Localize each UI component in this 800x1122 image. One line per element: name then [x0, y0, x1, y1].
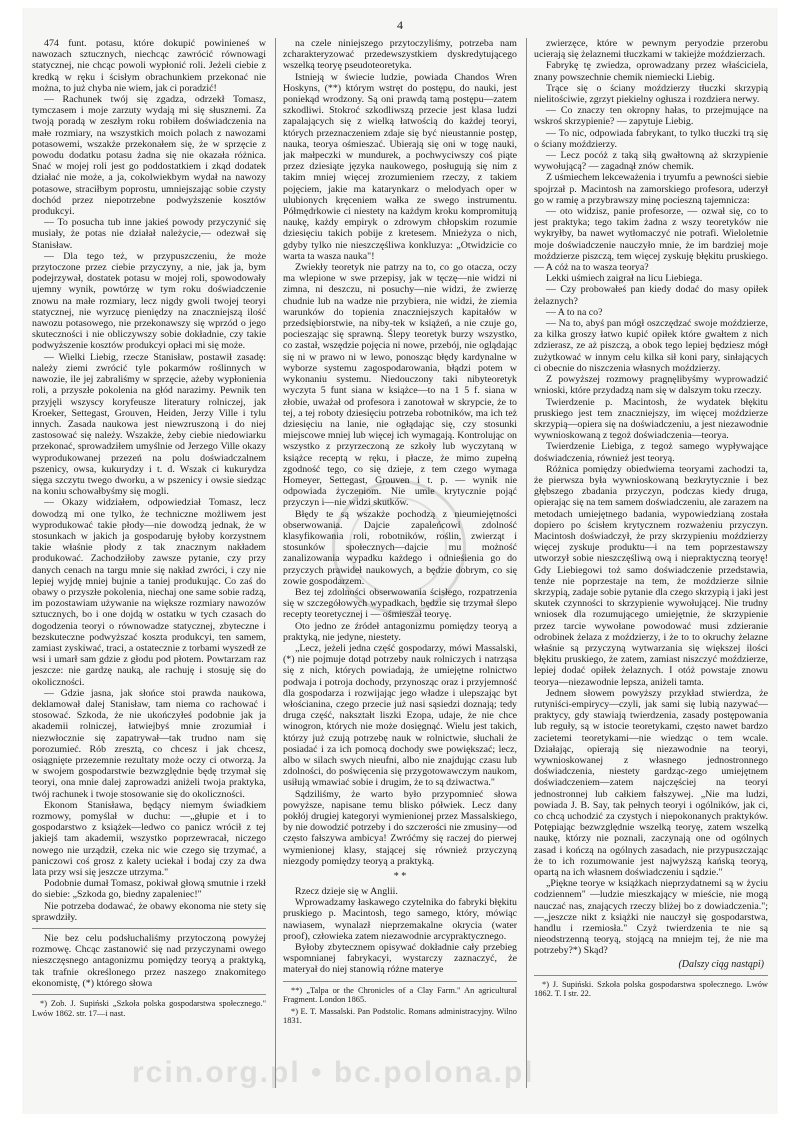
article-paragraph: Jednem słowem powyższy przykład stwierdza, że rutyniści-empirycy—czyli, jak sami się lubią nazywać—praktycy, gdy stawiają twierdzenia, zasady postępowania lub reguły, są w istocie teoretykami, często nawet bardzo zacietemi teoretykami—nie wiedząc o tem wcale. Działając, opierają się niezawodnie na teoryi, wywnioskowanej z własnego jednostronnego doświadczenia, niestety gardząc-zego umiejętnem doświadczeniem—zatem najczęściej na teoryi jednostronnej lub całkiem fałszywej. „Nie ma ludzi, powiada J. B. Say, tak pełnych teoryi i ogólników, jak ci, co chcą uchodzić za czystych i niepokonanych praktyków. Potępiając bezwzględnie wszelką teoryę, zatem wszelką naukę, którzy nie poznali, zaczynają one od ogólnych zasad i kończą na ogólnych zasadach, nie przypuszczając że to ich rozumowanie jest najwyższą kańską teoryą, opartą na ich własnem doświadczeniu i sądzie." [534, 687, 768, 879]
article-paragraph: Lekki uśmiech zaigrał na licu Liebiega. [546, 273, 703, 285]
column-rule [275, 38, 276, 1088]
article-paragraph: Byłoby zbytecznem opisywać dokładnie cały przebieg wspomnianej fabrykacyi, wystarczy zaznaczyć, że materyał do niej stanowią różne materye [283, 942, 517, 976]
article-paragraph: zwierzęce, które w pewnym peryodzie przerobu ucierają się żelaznemi tłuczkami w takiejże moździerzach. [534, 38, 768, 61]
article-paragraph: Z uśmiechem lekceważenia i tryumfu a pewności siebie spojrzał p. Macintosh na zamorskiego profesora, uderzył go w ramię a przybrawszy minę pocieszną tajemnicza: [534, 172, 768, 206]
article-paragraph: — oto widzisz, panie profesorze, — ozwał się, co to jest praktyka; tego takim żadna z wszy teoretyków nie wykryłby, ba nawet wytłomaczyć nie potrafi. Wieloletnie moje doświadczenie nauczyło mnie, że im bardziej moje moździerze piszczą, tem więcej zyskuję błękitu pruskiego.— A cóż na to wasza teorya? [534, 206, 768, 274]
article-paragraph: — Okazy widziałem, odpowiedział Tomasz, lecz dowodzą mi one tylko, że techniczne możliwem jest wyprodukować takie płody—nie dowodzą jednak, że w stosunkach w jakich ja gospodaruję byłoby korzystnem takie właśnie płody z tak znacznym nakładem produkować. Zachodziłoby zawsze pytanie, czy przy danych cenach na targu mnie się nakład zwróci, i czy nie lepiej wyjdę mniej bujnie a taniej produkując. Co zaś do obawy o przyszłe pokolenia, niechaj one same sobie radzą, im pozostawiam używanie na większe rozmiary nawozów sztucznych, bo i one dojdą w ostatku w tych czasach do dogodzenia teoryi o równowadze statycznej, zbyteczne i bezskuteczne podwyższać koszta produkcyi, ten samem, zamiast zyskiwać, traci, a ostatecznie z torbami wyszedł ze wsi i umarł sam gdzie z głodu pod płotem. Powtarzam raz jeszcze: nie gardzę nauką, ale rachuję i stosuję się do okoliczności. [32, 497, 266, 688]
column-1 [32, 38, 266, 1088]
footnote: *) E. T. Massalski. Pan Podstolic. Romans administracyjny. Wilno 1831. [283, 1006, 517, 1026]
article-paragraph: „Lecz, jeżeli jedna część gospodarzy, mówi Massalski, (*) nie pojmuje dotąd potrzeby nauk rolniczych i natrząsa się z nich, których powiadają, że umiejętne rolnictwo podwaja i potroja dochody, przynosząc oraz i przyjemność dla gospodarza i rozwijając jego władze i ulepszając byt włościanina, czego przecie już nasi sąsiedzi doznają; tedy druga część, nakształt liszki Ezopa, udaje, że nie chce winogron, których nie może dosięgnąć. Wielu jest takich, którzy już czują potrzebę nauk w rolnictwie, słuchali że posiadać i za ich pomocą dochody swe powiększać; lecz, albo w silach swych nieufni, albo nie znajdując czasu lub zdolności, do poświęcenia się przygotowawczym naukom, usiłują wmawiać sobie i drugim, że to są dziwactwa." [283, 642, 517, 789]
continuation-note: (Dalszy ciąg nastąpi) [678, 958, 764, 970]
footnote-separator [32, 994, 266, 995]
newspaper-page [22, 8, 778, 1114]
article-paragraph: na czele niniejszego przytoczyliśmy, potrzeba nam zcharakteryzować przedewszystkiem dyskredytującego wszelką teoryę pseudoteoretyka. [283, 38, 517, 72]
article-paragraph: — Na to, abyś pan mógł oszczędzać swoje moździerze, za kilka groszy łatwo kupić opiłek które gwałtem z nich zdzierasz, ze aż piszczą, a obok tego lepiej będziesz mógł zużytkować w innym celu kilka sił koni pary, sinłających ci obecnie do niszczenia własnych moździerzy. [534, 318, 768, 374]
column-3 [534, 38, 768, 1088]
section-asterisks: * * [393, 871, 407, 883]
article-paragraph: „Piękne teorye w książkach nieprzydatnemi są w życiu codziennem" —ludzie mieszkający w mieście, nie mogą nauczać nas, znających rzeczy bliżej bo z dowiadczenia."; —„jeszcze nikt z książki nie nauczył się gospodarstwa, handlu i rzemiosła." Czyż twierdzenia te nie są nieodstrzenną teoryą, stojącą na mniejm tej, że nie ma potrzeby?*) Skąd? [534, 878, 768, 957]
article-paragraph: — To posucha tub inne jakieś powody przyczynić się musiały, że potas nie działał należycie,— odezwał się Stanisław. [32, 217, 266, 251]
watermark-text: rcin.org.pl • bc.polona.pl [132, 1056, 535, 1089]
footnote-separator [534, 975, 768, 976]
article-paragraph: Różnica pomiędzy obiedwiema teoryami zachodzi ta, że pierwsza była wywnioskowaną bezkrytycznie i bez głębszego zbadania przyczyn, podczas kiedy druga, opierając się na tem samem doświadczeniu, ale zarazem na metodach umiejętnego badania, wypowiedzianą została dopiero po ścisłem krytycznem rozważeniu przyczyn. Macintosh doświadczył, że przy skrzypieniu moździerzy więcej zyskuje produktu—i na tem poprzestawszy utworzył sobie nieszczęśliwą ową i niepraktyczną teoryę! Gdy Liebiegowi toż samo doświadczenie przedstawia, tenże nie poprzestaje na tem, że moździerze silnie skrzypią, zadaje sobie pytanie dla czego skrzypią i jaki jest skutek czynności to skrzypienie wywołującej. Nie trudny wniosek dla rozumującego umiejętnie, że skrzypienie przez tarcie wywołane powodować musi zdzieranie odrobinek żelaza z moździerzy, i że to to okruchy żelazne właśnie są przyczyną wytwarzania się większej ilości błękitu pruskiego, że zatem, zamiast niszczyć moździerze, lepiej dodać opiłek żelaznych. I otóż powstaje znowu teorya—niezawodnie lepsza, aniżeli tamta. [534, 463, 768, 688]
article-paragraph: — Co znaczy ten okropny hałas, to przejmujące na wskroś skrzypienie? — zapytuje Liebig. [534, 105, 768, 128]
article-paragraph: Fabrykę tę zwiedza, oprowadzany przez właściciela, znany powszechnie chemik niemiecki Liebig. [534, 60, 768, 83]
page-number: 4 [397, 18, 403, 32]
article-paragraph: Z powyższej rozmowy pragnęlibyśmy wyprowadzić wnioski, które przydadzą nam się w dalszym toku rzeczy. [534, 374, 768, 397]
article-paragraph: — Lecz pocóż z taką siłą gwałtowną aż skrzypienie wywołującą? — zagadnął znów chemik. [534, 150, 768, 173]
article-paragraph: Istnieją w świecie ludzie, powiada Chandos Wren Hoskyns, (**) którym wstręt do postępu, do nauki, jest poniekąd wrodzony. Są oni prawdą tamą postępu—zatem szkodliwi. Stokroć szkodliwszą przecie jest klasa ludzi zapalających się z wielką łatwością do każdej teoryi, których przeznaczeniem zdaje się być nieustannie postęp, nauka, teorya ośmieszać. Ubierają się oni w togę nauki, jak małpeczki w mundurek, a pochwyciwszy coś piąte przez dziesiąte języka naukowego, posługują się nim z takim mniej więcej zrozumieniem rzeczy, z takiem pojęciem, jakie ma katarynkarz o melodyach oper w ulubionych kręceniem wałka ze swego instrumentu. Półmędrkowie ci niestety na każdym kroku kompromitują naukę, każdy empiryk o zdrowym chłopskim rozumie dziesięciu takich pobije z kretesem. Mnieżyza o nich, gdyby tylko nie nieszczęśliwa konkluzya: „Otwidzicie co warta ta wasza nauka"! [283, 71, 517, 262]
article-paragraph: — To nic, odpowiada fabrykant, to tylko tłuczki trą się o ściany moździerzy. [534, 127, 768, 150]
article-paragraph: Sądziliśmy, że warto było przypomnieć słowa powyższe, napisane temu blisko półwiek. Lecz dany pokłój drugiej kategoryi wymienionej przez Massalskiego, by nie dowodzić potrzeby i do szczerości nie zmusiny—od często fałszywa ambicya! Zwróćmy się raczej do pierwej wymienionej klasy, stającej się również przyczyną niezgody pomiędzy teoryą a praktyką. [283, 788, 517, 867]
article-paragraph: Twierdzenie p. Macintosh, że wydatek błękitu pruskiego jest tem znaczniejszy, im więcej moździerze skrzypią—opiera się na doświadczeniu, a jest niezawodnie wywnioskowaną z tegoż doświadczenia—teorya. [534, 396, 768, 442]
footnote: *) J. Supiński. Szkoła polska gospodarstwa społecznego. Lwów 1862. T. I str. 22. [534, 979, 768, 999]
article-paragraph: Twierdzenie Liebiga, z tegoż samego wypływające doświadczenia, również jest teoryą. [534, 441, 768, 464]
article-paragraph: Trące się o ściany moździerzy tłuczki skrzypią nielitościwie, zgrzyt piekielny ogłusza i rozdziera nerwy. [534, 82, 768, 106]
article-paragraph: Rzecz dzieje się w Anglii. [295, 886, 398, 898]
footnote: **) „Talpa or the Chronicles of a Clay Farm." An agricultural Fragment. London 1865. [283, 985, 517, 1005]
article-paragraph: — Wielki Liebig, rzecze Stanisław, postawił zasadę: należy ziemi zwrócić tyle pokarmów roślinnych w nawozie, ile jej zabraliśmy w sprzęcie, ażeby wypłonienia roli, a przyszłe pokolenia na głód narazimy. Pewnik ten przyjęli wszyscy koryfeusze literatury rolniczej, jak Kroeker, Settegast, Grouven, Heiden, Jerzy Ville i tylu innych. Zasada naukowa jest niewzruszoną i do niej zastosować się należy. Wszakże, żeby ciebie niedowiarku przekonać, sprowadziłem umyślnie od Jerzego Ville okazy wyprodukowanej przezeń na polu doświadczalnem pszenicy, owsa, kukurydzy i t. d. Wszak ci kukurydza sięga szczytu twego dworku, a w pszenicy i owsie siedząc na koniu schowałbyśmy się mogli. [32, 351, 266, 498]
column-rule [526, 38, 527, 1088]
article-paragraph: Wprowadzamy łaskawego czytelnika do fabryki błękitu pruskiego p. Macintosh, tego samego, który, mówiąc nawiasem, wynalazł nieprzemakalne okrycia (water proof), człowieka zatem niezawodnie arcypraktycznego. [283, 897, 517, 942]
footnote: *) Zob. J. Supiński „Szkoła polska gospodarstwa społecznego." Lwów 1862. str. 17—i nast. [32, 999, 266, 1018]
article-paragraph: Ekonom Stanisława, będący niemym świadkiem rozmowy, pomyślał w duchu: —„głupie et i to gospodarstwo z książek—ledwo co panicz wrócił z tej jakiejś tam akademii, wszystko poprzewracał, niczego nowego nie urządził, czeka nic wie czego się trzymać, a paniczowi coś grosz z kalety uciekał i bodaj czy za dwa lata przy wsi się jeszcze utrzyma." [32, 799, 266, 879]
column-2 [283, 38, 517, 1088]
article-paragraph: Nie bez celu podsłuchaliśmy przytoczoną powyżej rozmowę. Chcąc zastanowić się nad przyczynami owego nieszczęsnego antagonizmu pomiędzy teoryą a praktyką, tak trafnie określonego przez naszego znakomitego ekonomistę, (*) którego słowa [32, 933, 266, 989]
article-paragraph: — A to na co? [546, 306, 603, 318]
article-paragraph: Oto jedno ze źródeł antagonizmu pomiędzy teoryą a praktyką, nie jedyne, niestety. [283, 620, 517, 643]
article-paragraph: — Dla tego też, w przypuszczeniu, że może przytoczone przez ciebie przyczyny, a nie, jak ja, bym podejrzywał, dostatek potasu w mojej roli, spowodowały ujemny wynik, powtórzę w tym roku doświadczenie znowu na małe rozmiary, lecz nigdy gwoli twojej teoryi statycznej, nie wyrzucę pieniędzy na znaczniejszą ilość nawozu potasowego, nie przekonawszy się wprzód o jego skuteczności i nie obliczywszy sobie dokładnie, czy takie podwyższenie kosztów produkcyi opłaci mi się może. [32, 250, 266, 352]
article-paragraph: Nie potrzeba dodawać, że obawy ekonoma nie stety się sprawdziły. [32, 900, 266, 923]
article-paragraph: — Gdzie jasna, jak słońce stoi prawda naukowa, deklamował dalej Stanisław, tam niema co rachować i stosować. Szkoda, że nie ukończyłeś podobnie jak ja akademii rolniczej, łatwiejbyś mnie zrozumiał i niezwłocznie się zapatrywał—tak trudno nam się porozumieć. Rób zresztą, co chcesz i jak chcesz, osiągnięte przezemnie rezultaty może oczy ci otworzą. Ja w swojem gospodarstwie bezwzględnie będę trzymał się teoryi, ona mnie dalej zaprowadzi aniżeli twoja praktyka, twój rachunek i twoje stosowanie się do okoliczności. [32, 687, 266, 800]
text-columns [32, 38, 768, 1088]
article-paragraph: Zwiekły teoretyk nie patrzy na to, co go otacza, oczy ma wlepione w swe przepisy, jak w tęczę—nie widzi ni zimna, ni deszczu, ni posuchy—nie widzi, że zwierzę chudnie lub na wadze nie przybiera, nie widzi, że ziemia warunków do topienia znaczniejszych kapitałów w przedsiębiorstwie, na niby-tek w książeń, a nie czuje go, pocieszając się sprawną. Ślepy teoretyk burzy wszystko, co zastał, wszędzie pojęcia ni nowe, przebój, nie oglądając się ni w prawo ni w lewo, ponosząc błędy kardynalne w wyborze systemu zagospodarowania, błądzi potem w wykonaniu systemu. Niedouczony taki nibyteoretyk wyczyta 5 funt siana w książce—to na 1 5 f. siana w złobie, uważał od profesora i zanotował w skrypcie, że to tej, a tej roboty dziesięciu potrzeba robotników, ma ich też dziesięciu na lanie, nie ogłądając się, czy stosunki miejscowe mniej lub więcej ich wymagają. Kontrolując on wszystko z przyrzeczoną ze szkoły lub wyczytaną w książce receptą w ręku, i płacze, że mimo zupełną zgodność tego, co się dzieje, z tem czego wymaga Homeyer, Settegast, Grouven i t. p. — wynik nie odpowiada życzeniom. Nie umie krytycznie pojąć przyczyn i—nie widzi skutków. [283, 262, 517, 509]
section-separator [32, 928, 266, 929]
footnote-separator [283, 981, 517, 982]
article-paragraph: — Czy probowałeś pan kiedy dodać do masy opiłek żelaznych? [534, 284, 768, 307]
article-paragraph: Błędy te są wszakże pochodzą z nieumiejętności obserwowania. Dajcie zapaleńcowi zdolność klasyfikowania roli, robotników, roślin, zwierząt i stosunków społecznych—dajcie mu możność zanalizowania wypadku każdego i odnieśienia go do przyczych prawideł naukowych, a będzie dobrym, co się zowie gospodarzem. [283, 508, 517, 587]
article-paragraph: 474 funt. potasu, które dokupić powinieneś w nawozach sztucznych, niechcąc zawrócić równowagi statycznej, nie chcąc powoli wypłonić roli. Jeżeli ciebie z kredką w ręku i ścisłym obrachunkiem przekonać nie można, to już chyba nie wiem, jak ci poradzić! [32, 38, 266, 94]
article-paragraph: Bez tej zdolności obserwowania ścisłego, rozpatrzenia się w szczegółowych wypadkach, będzie się trzymał ślepo recepty teoretycznej i — ośmieszał teoryę. [283, 586, 517, 621]
article-paragraph: Podobnie dumał Tomasz, pokiwał głową smutnie i rzekł do siebie: „Szkoda go, biedny zapaleniec!" [32, 878, 266, 901]
article-paragraph: — Rachunek twój się zgadza, odrzekł Tomasz, tymczasem i moje zarzuty wydają mi się słusznemi. Za twoją poradą w zeszłym roku robiłem doświadczenia na małe rozmiary, na wszystkich moich polach z nawozami potasowemi, wszakże przekonałem się, że w sprzęcie z powodu dodatku potasu żadna się nie okazała różnica. Snać w mojej roli jest go poddostatkiem i zkąd dodatek działać nie może, a ja, cokolwiekbym wydał na nawozy potasowe, straciłbym poprostu, umniejszając sobie czysty dochód przez niepotrzebne podwyższenie kosztów produkcyi. [32, 94, 266, 218]
